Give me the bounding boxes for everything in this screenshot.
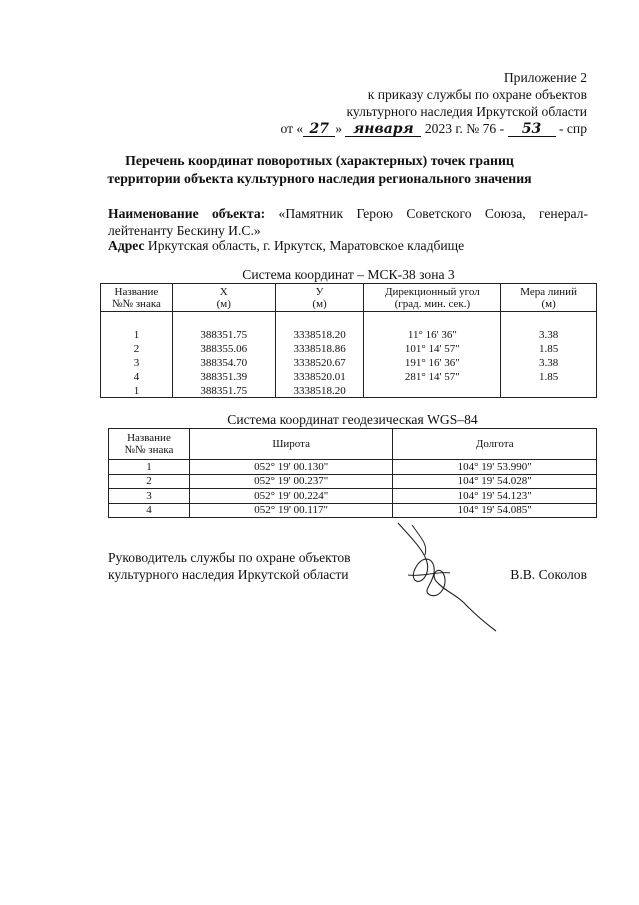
- spacer-cell: [364, 312, 501, 329]
- table-cell: 104° 19' 54.028": [393, 474, 597, 489]
- table-cell: 052° 19' 00.117": [189, 503, 393, 518]
- object-name-value: «Памятник Герою Советского Союза, генерал-лейтенанту Бескину И.С.»: [108, 206, 588, 238]
- address-label: Адрес: [108, 238, 145, 253]
- column-header: Название №№ знака: [101, 284, 173, 312]
- position-line-2: культурного наследия Иркутской области: [108, 567, 349, 582]
- msk38-coordinates-table: [100, 283, 597, 398]
- table-cell: 3: [101, 356, 173, 370]
- table-cell: 3338520.67: [275, 356, 364, 370]
- column-header: Широта: [189, 429, 393, 460]
- table-cell: 104° 19' 54.123": [393, 489, 597, 504]
- spacer-cell: [101, 312, 173, 329]
- table-cell: 4: [101, 370, 173, 384]
- table-cell: 3.38: [501, 356, 597, 370]
- table-cell: 388351.39: [172, 370, 275, 384]
- table-cell: 281° 14' 57": [364, 370, 501, 384]
- table-cell: 052° 19' 00.224": [189, 489, 393, 504]
- table-row: [101, 328, 597, 342]
- annex-from: от «: [280, 121, 304, 136]
- table-cell: 1: [109, 460, 190, 475]
- object-name-label: Наименование объекта:: [108, 206, 266, 221]
- title-line-1: Перечень координат поворотных (характерных) точек границ: [125, 153, 514, 168]
- wgs84-coordinates-table: [108, 428, 597, 518]
- table-cell: 3338518.86: [275, 342, 364, 356]
- table-cell: 388351.75: [172, 328, 275, 342]
- table-row: [109, 460, 597, 475]
- table-row: [109, 474, 597, 489]
- table-cell: 388354.70: [172, 356, 275, 370]
- table-row: [109, 503, 597, 518]
- table-cell: 052° 19' 00.130": [189, 460, 393, 475]
- annex-order-ref: к приказу службы по охране объектов: [367, 87, 587, 102]
- annex-year: 2023 г. № 76 -: [424, 121, 505, 136]
- title-line-2: территории объекта культурного наследия регионального значения: [107, 171, 532, 186]
- signatory-position: [108, 549, 351, 583]
- spacer-cell: [501, 312, 597, 329]
- table-cell: 4: [109, 503, 190, 518]
- annex-suffix: - спр: [558, 121, 587, 136]
- annex-date-line: [280, 120, 587, 137]
- spacer-cell: [172, 312, 275, 329]
- column-header: Дирекционный угол (град. мин. сек.): [364, 284, 501, 312]
- column-header: У (м): [275, 284, 364, 312]
- table-cell: 3: [109, 489, 190, 504]
- table-cell: 3338518.20: [275, 384, 364, 398]
- annex-authority: культурного наследия Иркутской области: [346, 104, 587, 119]
- table-cell: 388355.06: [172, 342, 275, 356]
- column-header: X (м): [172, 284, 275, 312]
- table-row: [101, 370, 597, 384]
- spacer-row: [101, 312, 597, 329]
- table-cell: 3338520.01: [275, 370, 364, 384]
- annex-number-handwritten: 53: [508, 122, 556, 137]
- handwritten-signature: [378, 515, 508, 635]
- spacer-cell: [275, 312, 364, 329]
- table-cell: 101° 14' 57": [364, 342, 501, 356]
- table1-caption: Система координат – МСК-38 зона 3: [242, 267, 455, 282]
- table-cell: 104° 19' 54.085": [393, 503, 597, 518]
- column-header: Мера линий (м): [501, 284, 597, 312]
- table-row: [101, 384, 597, 398]
- table-row: [101, 342, 597, 356]
- object-name: [108, 205, 588, 239]
- table-cell: 052° 19' 00.237": [189, 474, 393, 489]
- annex-block: [280, 69, 587, 137]
- table-cell: 104° 19' 53.990": [393, 460, 597, 475]
- table-cell: 191° 16' 36": [364, 356, 501, 370]
- table-cell: 1.85: [501, 342, 597, 356]
- table2-caption: Система координат геодезическая WGS–84: [227, 412, 478, 427]
- table-header-row: [109, 429, 597, 460]
- annex-day-handwritten: 27: [303, 122, 335, 137]
- annex-close-quote: »: [335, 121, 343, 136]
- annex-title: Приложение 2: [503, 70, 587, 85]
- table-cell: [364, 384, 501, 398]
- table-cell: 3.38: [501, 328, 597, 342]
- signer-name: В.В. Соколов: [510, 567, 587, 582]
- table-cell: 1: [101, 328, 173, 342]
- annex-month-handwritten: января: [345, 122, 421, 137]
- column-header: Долгота: [393, 429, 597, 460]
- position-line-1: Руководитель службы по охране объектов: [108, 550, 351, 565]
- table-row: [109, 489, 597, 504]
- table-cell: 1: [101, 384, 173, 398]
- table-cell: 2: [109, 474, 190, 489]
- column-header: Название №№ знака: [109, 429, 190, 460]
- address-value: Иркутская область, г. Иркутск, Маратовское кладбище: [147, 238, 465, 253]
- table-cell: 1.85: [501, 370, 597, 384]
- table-cell: 2: [101, 342, 173, 356]
- table-cell: [501, 384, 597, 398]
- table-cell: 11° 16' 36": [364, 328, 501, 342]
- table-row: [101, 356, 597, 370]
- table-cell: 3338518.20: [275, 328, 364, 342]
- object-address: [108, 237, 464, 254]
- document-title: [0, 152, 639, 188]
- table-header-row: [101, 284, 597, 312]
- table-cell: 388351.75: [172, 384, 275, 398]
